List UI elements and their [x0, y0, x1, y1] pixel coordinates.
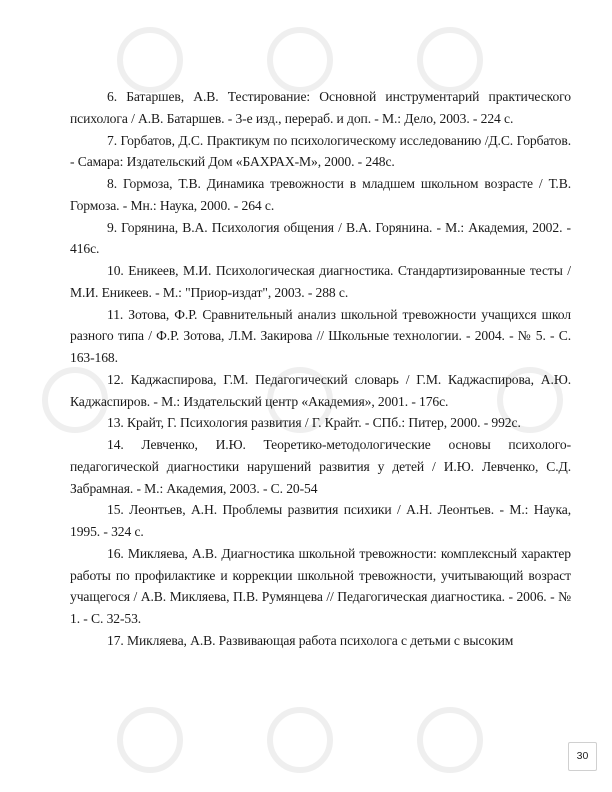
bibliography-entry-16: 16. Микляева, А.В. Диагностика школьной тревожности: комплексный характер работы по профилактике и коррекции школьной тревожности, учитывающий возраст учащегося / А.В. Микляева, П.В. Румянцева // Педагогическая диагностика. - 2006. - № 1. - С. 32-53.	[70, 545, 571, 626]
bibliography-entry-13: 13. Крайт, Г. Психология развития / Г. Крайт. - СПб.: Питер, 2000. - 992с.	[107, 415, 521, 431]
bibliography-entry-11: 11. Зотова, Ф.Р. Сравнительный анализ школьной тревожности учащихся школ разного типа / Ф.Р. Зотова, Л.М. Закирова // Школьные технологии. - 2004. - № 5. - С. 163-168.	[70, 306, 571, 365]
bibliography-entry-12: 12. Каджаспирова, Г.М. Педагогический словарь / Г.М. Каджаспирова, А.Ю. Каджаспиров. - М.: Издательский центр «Академия», 2001. - 176с.	[70, 371, 571, 409]
bibliography-entry-14: 14. Левченко, И.Ю. Теоретико-методологические основы психолого-педагогической диагностики нарушений развития у детей / И.Ю. Левченко, С.Д. Забрамная. - М.: Академия, 2003. - С. 20-54	[70, 437, 571, 496]
bibliography-entry-7: 7. Горбатов, Д.С. Практикум по психологическому исследованию /Д.С. Горбатов. - Самара: Издательский Дом «БАХРАХ-М», 2000. - 248с.	[70, 132, 571, 170]
bibliography-entry-9: 9. Горянина, В.А. Психология общения / В.А. Горянина. - М.: Академия, 2002. - 416с.	[70, 219, 571, 257]
bibliography-entry-17: 17. Микляева, А.В. Развивающая работа психолога с детьми с высоким	[107, 632, 514, 648]
bibliography-entry-10: 10. Еникеев, М.И. Психологическая диагностика. Стандартизированные тесты / М.И. Еникеев. - М.: "Приор-издат", 2003. - 288 с.	[70, 263, 571, 300]
bibliography-list	[70, 86, 571, 652]
bibliography-entry-15: 15. Леонтьев, А.Н. Проблемы развития психики / А.Н. Леонтьев. - М.: Наука, 1995. - 324 с.	[70, 502, 571, 539]
page-number: 30	[568, 742, 597, 771]
bibliography-entry-6: 6. Батаршев, А.В. Тестирование: Основной инструментарий практического психолога / А.В. Батаршев. - 3-е изд., перераб. и доп. - М.: Дело, 2003. - 224 с.	[70, 89, 571, 126]
bibliography-entry-8: 8. Гормоза, Т.В. Динамика тревожности в младшем школьном возрасте / Т.В. Гормоза. - Мн.: Наука, 2000. - 264 с.	[70, 176, 571, 213]
